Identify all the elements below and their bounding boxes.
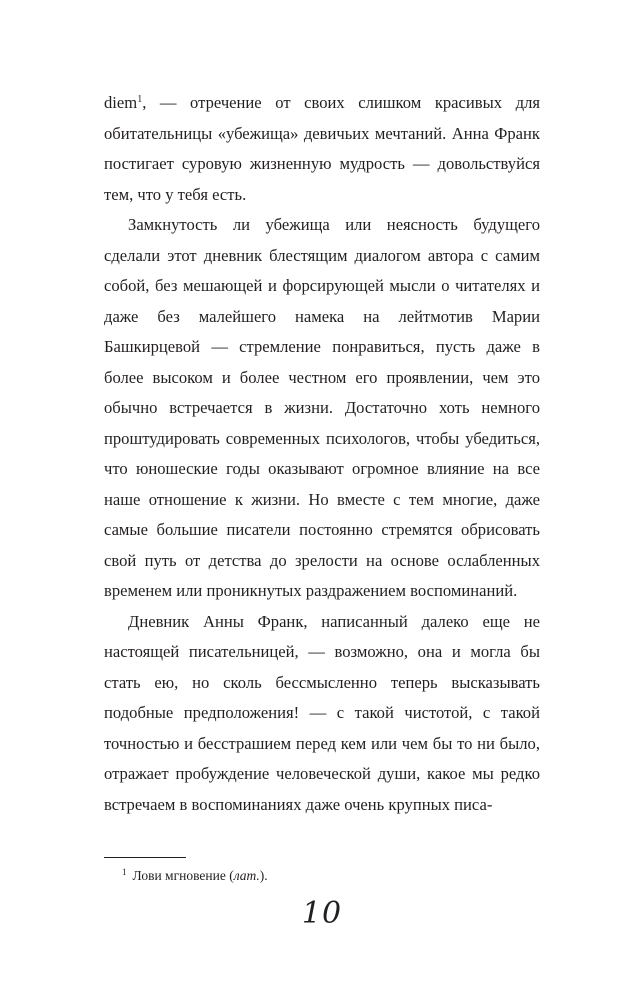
paragraph-2: Замкнутость ли убежища или неясность будущего сделали этот дневник блестящим диалогом автора с самим собой, без мешающей и форсирующей мысли о читателях и даже без малейшего намека на лейтмотив Марии Башкирцевой — стремление понравиться, пусть даже в более высоком и более честном его проявлении, чем это обычно встречается в жизни. Достаточно хоть немного проштудировать современных психологов, чтобы убедиться, что юношеские годы оказывают огромное влияние на все наше отношение к жизни. Но вместе с тем многие, даже самые большие писатели постоянно стремятся обрисовать свой путь от детства до зрелости на основе ослабленных временем или проникнутых раздражением воспоминаний. [104,215,540,600]
footnote-divider [104,857,186,858]
page-number: 10 [301,896,343,931]
footnote-ref[interactable]: 1 [137,94,143,105]
page-body [104,88,540,820]
paragraph-3: Дневник Анны Франк, написанный далеко еще не настоящей писательницей, — возможно, она и могла бы стать ею, но сколь бессмысленно теперь высказывать подобные предположения! — с такой чистотой, с такой точностью и бесстрашием перед кем или чем бы то ни было, отражает пробуждение человеческой души, какое мы редко встречаем в воспоминаниях даже очень крупных писа- [104,611,540,814]
footnote-mark: 1 [122,867,127,877]
paragraph-1-text: , — отречение от своих слишком красивых для обитательницы «убежища» девичьих мечтаний. Анна Франк постигает суровую жизненную мудрость — довольствуйся тем, что у тебя есть. [104,93,540,204]
paragraph-1 [104,88,540,210]
footnote [122,862,540,886]
footnote-text: Лови мгновение ( [132,868,234,883]
footnote-language: лат. [233,868,260,883]
footnote-close: ). [259,868,268,883]
main-text [104,88,540,820]
paragraph-1-lead: diem [104,93,138,112]
